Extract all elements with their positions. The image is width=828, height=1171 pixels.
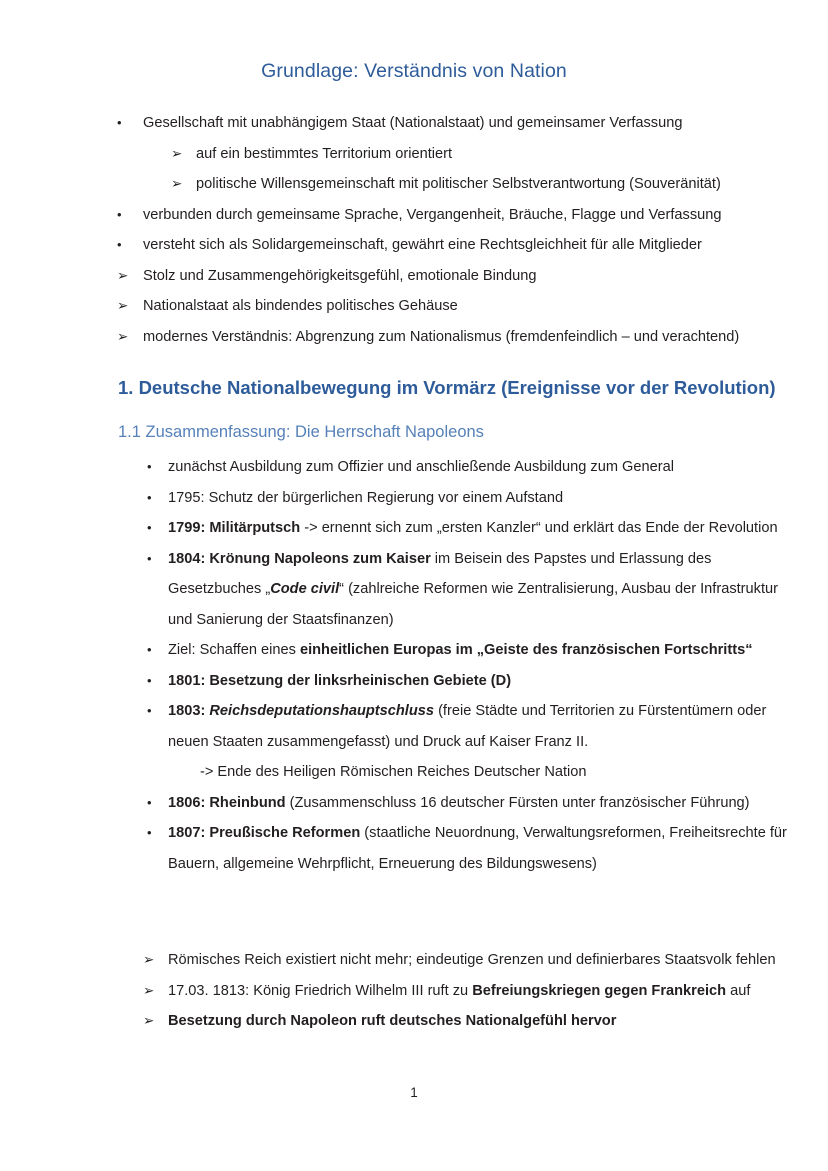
list-item-text [168,1006,778,1037]
arrow-bullet-icon: ➢ [117,267,129,283]
arrow-bullet-icon: ➢ [143,982,155,998]
section-1-heading: 1. Deutsche Nationalbewegung im Vormärz (Ereignisse vor der Revolution) [118,377,776,398]
list-item-text: politische Willensgemeinschaft mit politischer Selbstverantwortung (Souveränität) [196,176,721,192]
dot-bullet-icon: • [147,489,152,505]
arrow-bullet-icon: ➢ [171,176,183,191]
list-item-text: verbunden durch gemeinsame Sprache, Vergangenheit, Bräuche, Flagge und Verfassung [143,206,722,223]
dot-bullet-icon: • [147,703,152,718]
list-item-text [168,513,798,544]
text-run: 17.03. 1813: König Friedrich Wilhelm III ruft zu [168,982,473,999]
text-run: Römisches Reich existiert nicht mehr; eindeutige Grenzen und definierbares Staatsvolk fehlen [168,952,776,968]
arrow-bullet-icon: ➢ [117,328,129,344]
section-1-1-subheading: 1.1 Zusammenfassung: Die Herrschaft Napoleons [118,423,484,441]
list-item [0,322,828,353]
text-run: (Zusammenschluss 16 deutscher Fürsten unter französischer Führung) [285,794,750,811]
dot-bullet-icon: • [147,672,152,688]
dot-bullet-icon: • [147,459,152,474]
list-item [0,976,828,1007]
list-item [0,139,828,170]
arrow-bullet-icon: ➢ [143,1013,155,1028]
text-run: -> ernennt sich zum „ersten Kanzler“ und erklärt das Ende der Revolution [300,520,778,536]
list-item [0,513,828,544]
list-item-text [168,945,778,976]
list-item [0,945,828,976]
list-item-text: modernes Verständnis: Abgrenzung zum Nationalismus (fremdenfeindlich – und verachtend) [143,328,740,345]
list-item [0,696,828,757]
page-title: Grundlage: Verständnis von Nation [261,60,567,82]
list-item [0,788,828,819]
dot-bullet-icon: • [147,642,152,657]
list-item-text [168,452,798,483]
text-run: im Beisein des Papstes und Erlassung des Gesetzbuches „ [168,550,716,597]
text-run: Ziel: Schaffen eines [168,642,300,658]
text-run: 1799: Militärputsch [168,520,301,536]
list-item-text: Nationalstaat als bindendes politisches Gehäuse [143,298,458,314]
text-run: auf [726,982,751,999]
dot-bullet-icon: • [147,825,152,840]
text-run: Code civil [270,581,340,597]
intro-bullet-list [0,108,828,352]
page-number: 1 [410,1085,418,1100]
list-item [0,483,828,514]
list-item [0,230,828,261]
list-item-text [168,544,798,636]
conclusion-arrow-list [0,945,828,1037]
list-item-text [168,976,778,1007]
list-item [0,544,828,636]
arrow-bullet-icon: ➢ [143,952,155,967]
list-item-text [168,696,798,757]
list-item [0,452,828,483]
text-run: 1801: Besetzung der linksrheinischen Gebiete (D) [168,672,512,689]
dot-bullet-icon: • [147,794,152,810]
dot-bullet-icon: • [117,115,122,130]
arrow-bullet-icon: ➢ [117,298,129,313]
napoleon-bullet-list [0,452,828,879]
text-run: Besetzung durch Napoleon ruft deutsches Nationalgefühl hervor [168,1013,617,1029]
list-item-text [168,483,798,514]
list-item [0,261,828,292]
list-item [0,635,828,666]
text-run: (freie Städte und Territorien zu Fürstentümern oder neuen Staaten zusammengefasst) und Druck auf Kaiser Franz II. [168,703,771,750]
list-item [0,108,828,139]
text-run: einheitlichen Europas im „Geiste des französischen Fortschritts“ [299,642,753,658]
text-run: Reichsdeputationshauptschluss [209,703,435,719]
list-item [0,1006,828,1037]
dot-bullet-icon: • [147,520,152,535]
list-item-text: versteht sich als Solidargemeinschaft, gewährt eine Rechtsgleichheit für alle Mitglieder [143,237,702,253]
text-run: Befreiungskriegen gegen Frankreich [472,982,727,999]
list-item-text [168,666,798,697]
list-item-subnote [0,757,828,788]
list-item-text: Gesellschaft mit unabhängigem Staat (Nationalstaat) und gemeinsamer Verfassung [143,115,683,131]
list-item-text [168,788,798,819]
text-run: 1795: Schutz der bürgerlichen Regierung vor einem Aufstand [168,489,564,506]
text-run: 1807: Preußische Reformen [168,825,361,841]
list-item-text: Stolz und Zusammengehörigkeitsgefühl, emotionale Bindung [143,267,537,284]
text-run: 1804: Krönung Napoleons zum Kaiser [168,550,431,567]
list-item [0,200,828,231]
text-run: -> Ende des Heiligen Römischen Reiches Deutscher Nation [200,764,587,780]
text-run: 1803: [168,703,210,719]
text-run: (staatliche Neuordnung, Verwaltungsreformen, Freiheitsrechte für Bauern, allgemeine Wehrpflicht, Erneuerung des Bildungswesens) [168,825,791,872]
list-item [0,666,828,697]
dot-bullet-icon: • [117,206,122,222]
dot-bullet-icon: • [117,237,122,252]
list-item-text: auf ein bestimmtes Territorium orientiert [196,145,453,162]
text-run: “ (zahlreiche Reformen wie Zentralisierung, Ausbau der Infrastruktur und Sanierung der Staatsfinanzen) [168,581,783,628]
list-item [0,291,828,322]
arrow-bullet-icon: ➢ [171,145,183,161]
text-run: 1806: Rheinbund [168,794,286,811]
dot-bullet-icon: • [147,550,152,566]
list-item-text [168,818,798,879]
list-item-text [168,635,798,666]
list-item [0,818,828,879]
text-run: zunächst Ausbildung zum Offizier und anschließende Ausbildung zum General [168,459,674,475]
list-item [0,169,828,200]
